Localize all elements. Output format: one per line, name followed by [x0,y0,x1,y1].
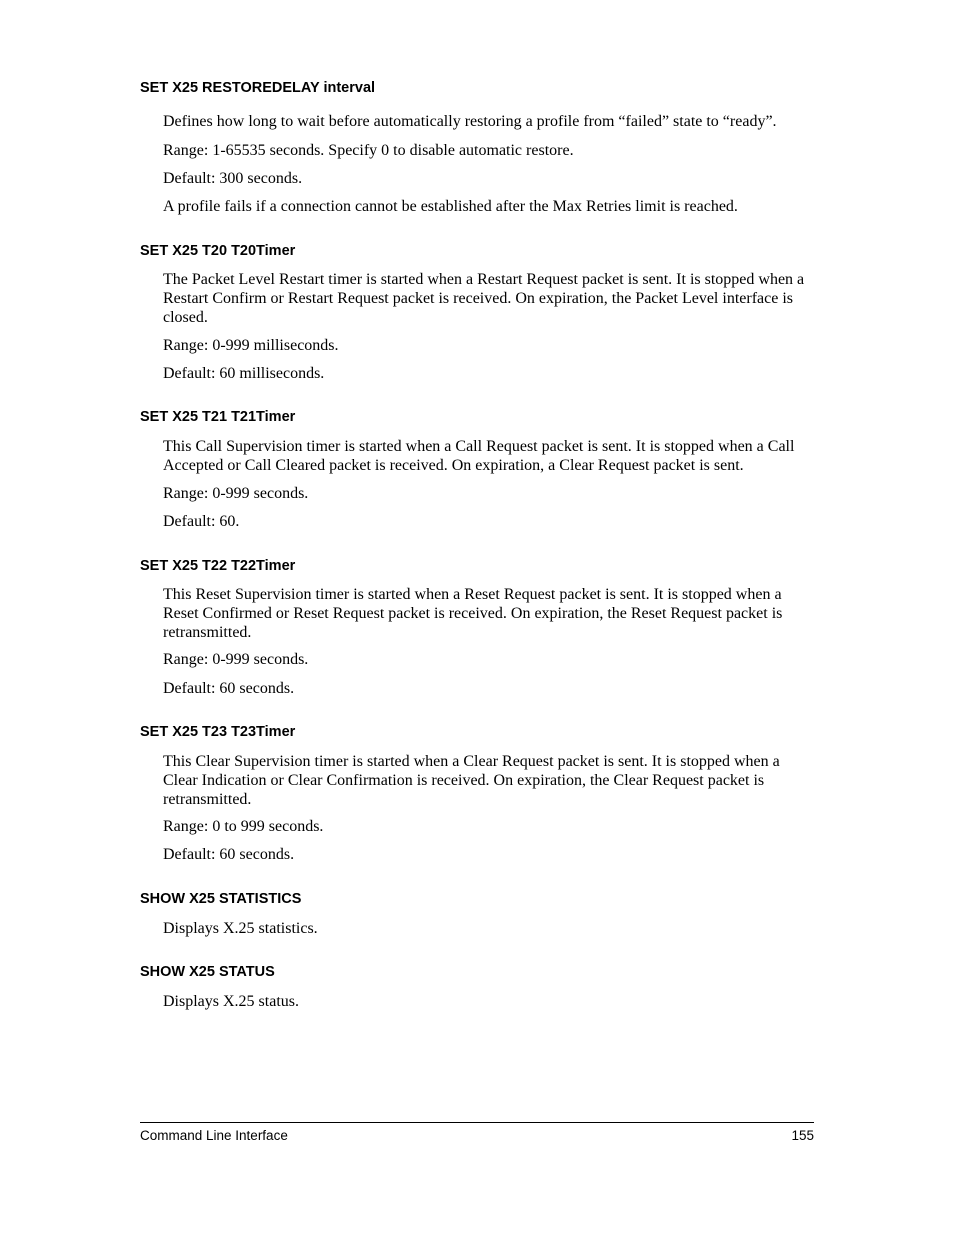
section-paragraph: Range: 0 to 999 seconds. [163,818,324,835]
section-paragraph: Default: 60 milliseconds. [163,365,325,382]
section-paragraph: Range: 0-999 seconds. [163,651,309,668]
footer-divider [140,1122,814,1123]
section-paragraph: This Clear Supervision timer is started when a Clear Request packet is sent. It is stopped when a Clear Indication or Clear Confirmation is received. On expiration, the Clear Request packet is retransmitted. [163,753,780,808]
section-heading: SET X25 RESTOREDELAY interval [140,80,376,96]
section-heading: SET X25 T22 T22Timer [140,558,296,574]
section-heading: SET X25 T21 T21Timer [140,409,296,425]
footer-title: Command Line Interface [140,1128,288,1143]
section-paragraph: Default: 300 seconds. [163,170,303,187]
section-paragraph: Displays X.25 status. [163,993,299,1010]
section-paragraph: Range: 1-65535 seconds. Specify 0 to disable automatic restore. [163,142,574,159]
section-heading: SET X25 T23 T23Timer [140,724,296,740]
section-paragraph: Default: 60 seconds. [163,846,295,863]
section-paragraph: A profile fails if a connection cannot be established after the Max Retries limit is reached. [163,198,738,215]
section-paragraph: Displays X.25 statistics. [163,920,318,937]
section-paragraph: Range: 0-999 seconds. [163,485,309,502]
section-heading: SHOW X25 STATUS [140,964,275,980]
section-paragraph: Default: 60. [163,513,240,530]
section-paragraph: Default: 60 seconds. [163,680,295,697]
section-paragraph: This Reset Supervision timer is started when a Reset Request packet is sent. It is stopped when a Reset Confirmed or Reset Request packet is received. On expiration, the Reset Request packet is retransmitted. [163,586,783,641]
section-paragraph: Range: 0-999 milliseconds. [163,337,339,354]
section-paragraph: The Packet Level Restart timer is started when a Restart Request packet is sent. It is stopped when a Restart Confirm or Restart Request packet is received. On expiration, the Packet Level interface is closed. [163,271,805,326]
section-heading: SET X25 T20 T20Timer [140,243,296,259]
section-paragraph: This Call Supervision timer is started when a Call Request packet is sent. It is stopped when a Call Accepted or Call Cleared packet is received. On expiration, a Clear Request packet is sent. [163,438,795,474]
section-paragraph: Defines how long to wait before automatically restoring a profile from “failed” state to “ready”. [163,113,777,130]
section-heading: SHOW X25 STATISTICS [140,891,302,907]
page-number: 155 [791,1128,814,1143]
